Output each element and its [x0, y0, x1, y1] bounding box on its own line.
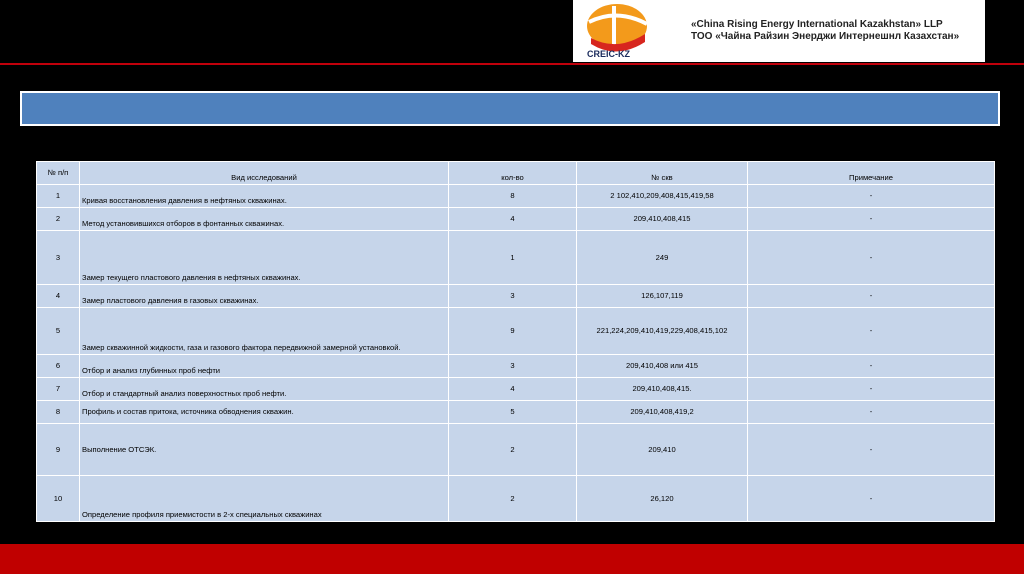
footer-band: [0, 544, 1024, 574]
row-qty: 4: [449, 378, 577, 401]
row-wells: 209,410,408 или 415: [577, 355, 748, 378]
row-num: 8: [37, 401, 80, 424]
row-num: 7: [37, 378, 80, 401]
slide-title-bar: [22, 93, 998, 124]
row-type: Выполнение ОТСЭК.: [80, 424, 449, 476]
table-row: [37, 208, 995, 231]
row-qty: 2: [449, 424, 577, 476]
table-row: [37, 424, 995, 476]
row-qty: 2: [449, 476, 577, 522]
row-wells: 249: [577, 231, 748, 285]
row-type: Отбор и стандартный анализ поверхностных проб нефти.: [80, 378, 449, 401]
row-wells: 2 102,410,209,408,415,419,58: [577, 185, 748, 208]
table-row: [37, 285, 995, 308]
header-wells: № скв: [577, 162, 748, 185]
row-type: Определение профиля приемистости в 2-х специальных скважинах: [80, 476, 449, 522]
row-note: -: [748, 378, 995, 401]
table-row: [37, 308, 995, 355]
row-wells: 26,120: [577, 476, 748, 522]
slide-title-frame: [20, 91, 1000, 126]
logo-caption: CREIC-KZ: [587, 49, 630, 59]
header-note: Примечание: [748, 162, 995, 185]
row-wells: 209,410,408,415: [577, 208, 748, 231]
row-num: 9: [37, 424, 80, 476]
table-row: [37, 476, 995, 522]
row-note: -: [748, 476, 995, 522]
table-row: [37, 355, 995, 378]
row-type: Метод установившихся отборов в фонтанных скважинах.: [80, 208, 449, 231]
row-num: 1: [37, 185, 80, 208]
row-note: -: [748, 424, 995, 476]
row-qty: 9: [449, 308, 577, 355]
row-qty: 5: [449, 401, 577, 424]
row-type: Замер пластового давления в газовых скважинах.: [80, 285, 449, 308]
row-num: 6: [37, 355, 80, 378]
row-wells: 209,410,408,415.: [577, 378, 748, 401]
table-header-row: [37, 162, 995, 185]
header-divider: [0, 63, 1024, 65]
row-qty: 8: [449, 185, 577, 208]
row-note: -: [748, 401, 995, 424]
row-note: -: [748, 185, 995, 208]
row-num: 5: [37, 308, 80, 355]
row-qty: 1: [449, 231, 577, 285]
row-num: 3: [37, 231, 80, 285]
header-type: Вид исследований: [80, 162, 449, 185]
table-row: [37, 231, 995, 285]
company-header: [573, 0, 985, 62]
row-num: 10: [37, 476, 80, 522]
company-name-ru: ТОО «Чайна Райзин Энерджи Интернешнл Казахстан»: [691, 31, 960, 42]
row-type: Замер текущего пластового давления в нефтяных скважинах.: [80, 231, 449, 285]
row-wells: 209,410,408,419,2: [577, 401, 748, 424]
row-qty: 3: [449, 355, 577, 378]
row-wells: 209,410: [577, 424, 748, 476]
row-wells: 221,224,209,410,419,229,408,415,102: [577, 308, 748, 355]
row-qty: 3: [449, 285, 577, 308]
company-name-en: «China Rising Energy International Kazakhstan» LLP: [691, 19, 943, 30]
table-row: [37, 185, 995, 208]
row-note: -: [748, 285, 995, 308]
row-note: -: [748, 355, 995, 378]
header-num: № п/п: [37, 162, 80, 185]
row-note: -: [748, 308, 995, 355]
row-type: Кривая восстановления давления в нефтяных скважинах.: [80, 185, 449, 208]
row-type: Профиль и состав притока, источника обводнения скважин.: [80, 401, 449, 424]
row-note: -: [748, 208, 995, 231]
row-type: Отбор и анализ глубинных проб нефти: [80, 355, 449, 378]
row-note: -: [748, 231, 995, 285]
research-table: [36, 161, 995, 522]
row-num: 4: [37, 285, 80, 308]
table-row: [37, 378, 995, 401]
row-wells: 126,107,119: [577, 285, 748, 308]
header-qty: кол-во: [449, 162, 577, 185]
table-row: [37, 401, 995, 424]
row-type: Замер скважинной жидкости, газа и газового фактора передвижной замерной установкой.: [80, 308, 449, 355]
row-num: 2: [37, 208, 80, 231]
row-qty: 4: [449, 208, 577, 231]
